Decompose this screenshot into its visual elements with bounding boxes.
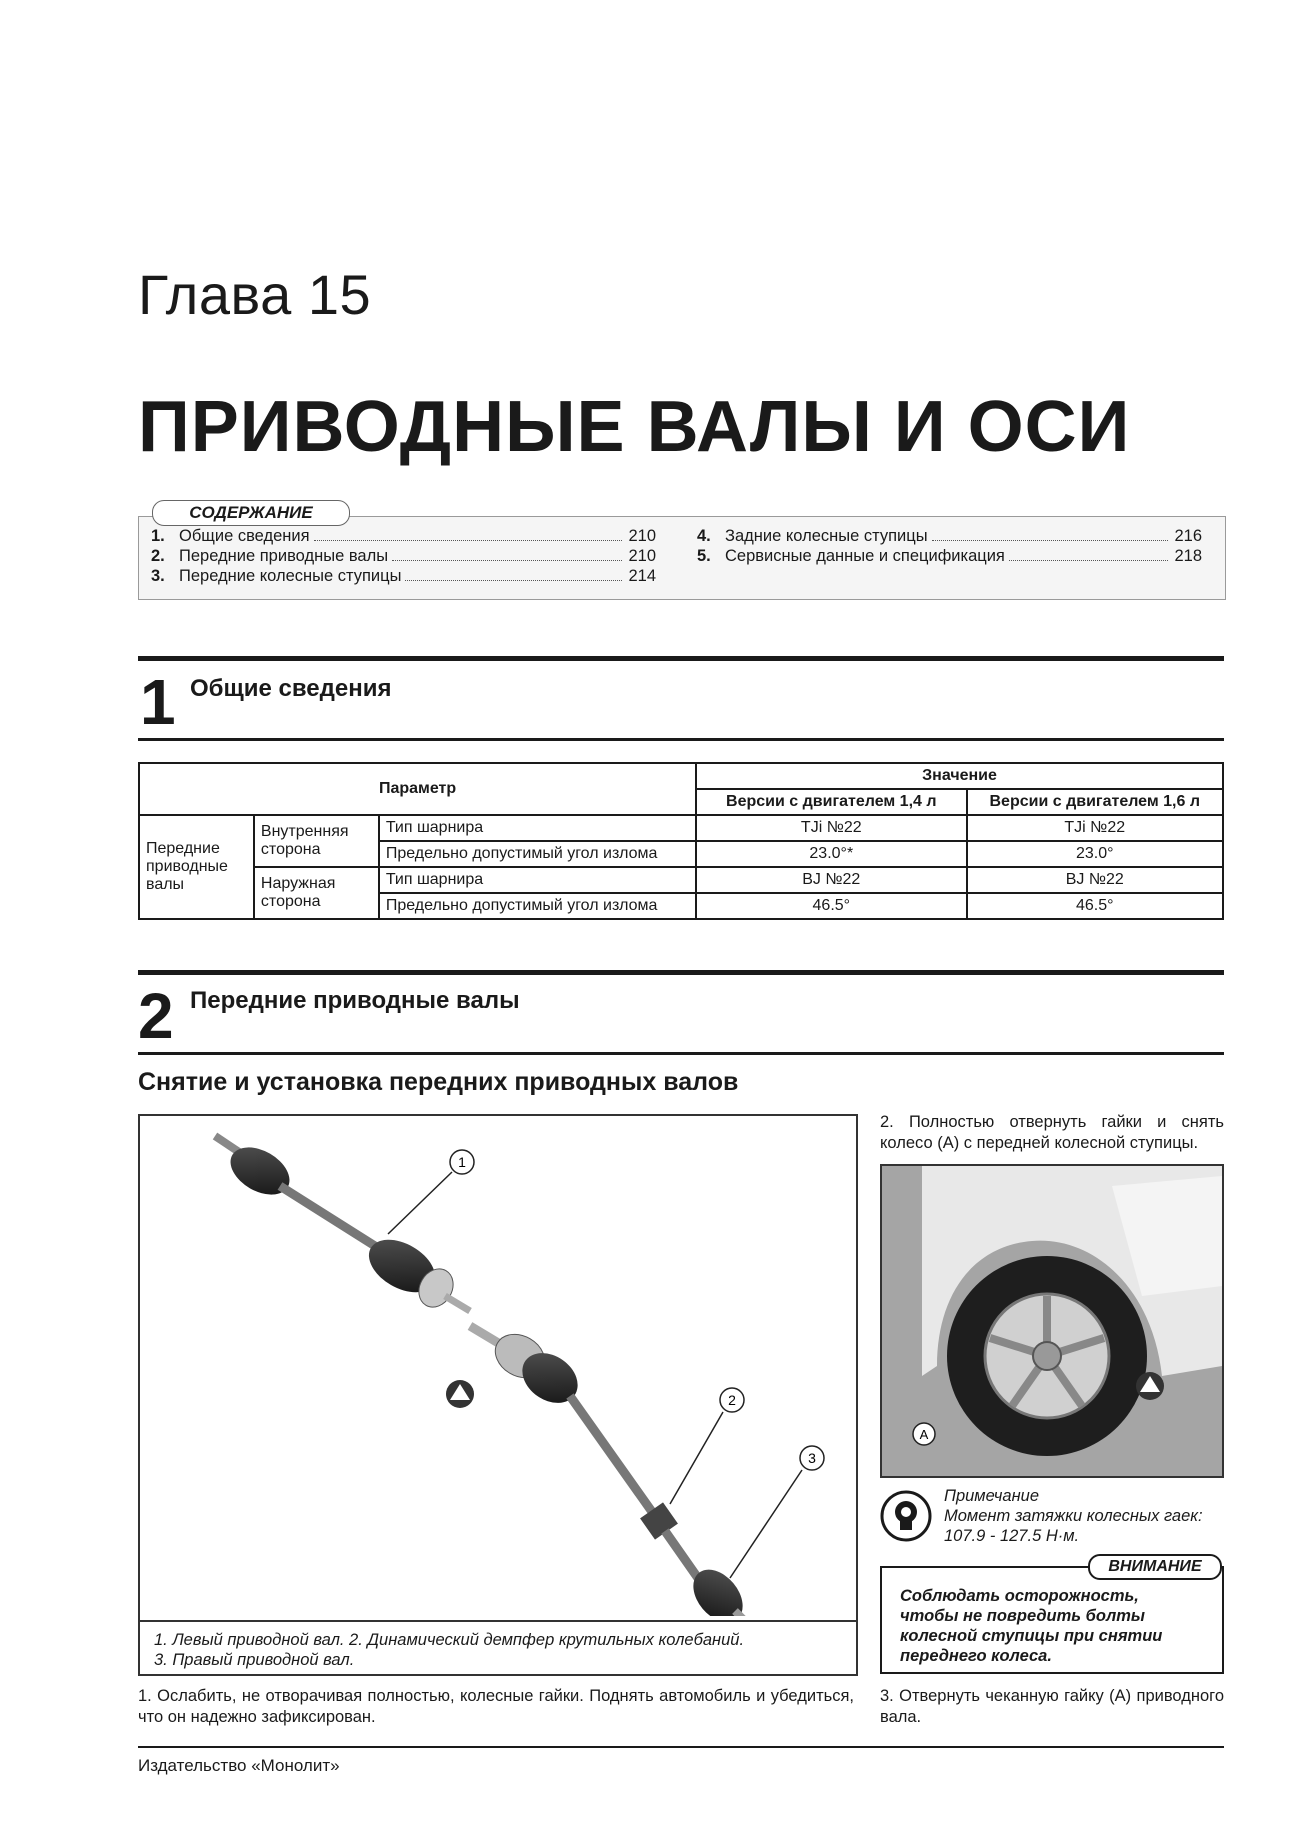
wheel-photo [880,1164,1224,1478]
callout-1 [388,1150,474,1234]
chapter-label: Глава 15 [138,263,372,326]
value-cell: TJi №22 [967,815,1224,841]
photo-label-a: A [919,1427,929,1442]
warning-text: Соблюдать осторожность, чтобы не повредить болты колесной ступицы при снятии переднего колеса. [900,1587,1163,1665]
inner-side-cell: Внутренняя сторона [254,815,379,867]
contents-item[interactable] [151,527,656,547]
lightbulb-icon [880,1490,932,1542]
col-1-6-header: Версии с двигателем 1,6 л [967,789,1224,815]
contents-item[interactable] [697,527,1202,547]
contents-item-number: 3. [151,567,165,585]
dot-leader [1009,560,1168,561]
section-rule [138,1052,1224,1055]
contents-item-page: 218 [1174,547,1202,565]
value-cell: 46.5° [696,893,966,919]
contents-label: СОДЕРЖАНИЕ [152,500,350,526]
contents-item-page: 210 [628,527,656,545]
param-cell: Предельно допустимый угол излома [379,893,696,919]
contents-item-title: Общие сведения [179,527,310,545]
contents-right-column [697,527,1202,567]
outer-side-cell: Наружная сторона [254,867,379,919]
contents-item-number: 5. [697,547,711,565]
contents-item-title: Сервисные данные и спецификация [725,547,1005,565]
note-block [880,1486,1224,1550]
figure-caption [154,1630,844,1670]
value-cell: 23.0°* [696,841,966,867]
dot-leader [405,580,622,581]
table-header-row [139,763,1223,789]
wheel-illustration [882,1166,1222,1476]
contents-left-column [151,527,656,587]
value-cell: 23.0° [967,841,1224,867]
contents-item-title: Передние приводные валы [179,547,389,565]
contents-item-number: 4. [697,527,711,545]
callout-3 [730,1446,824,1578]
caption-line: 1. Левый приводной вал. 2. Динамический демпфер крутильных колебаний. [154,1631,745,1649]
param-cell: Предельно допустимый угол излома [379,841,696,867]
value-cell: TJi №22 [696,815,966,841]
driveshaft-illustration [140,1116,856,1616]
section-1-title: Общие сведения [190,675,392,702]
caption-line: 3. Правый приводной вал. [154,1651,355,1669]
param-cell: Тип шарнира [379,867,696,893]
table-row [139,815,1223,841]
subsection-title: Снятие и установка передних приводных валов [138,1068,739,1096]
contents-item-number: 1. [151,527,165,545]
section-rule [138,738,1224,741]
param-cell: Тип шарнира [379,815,696,841]
publisher-footer: Издательство «Монолит» [138,1756,340,1775]
step-1-text: 1. Ослабить, не отворачивая полностью, колесные гайки. Поднять автомобиль и убедиться, что он надежно зафиксирован. [138,1687,854,1726]
step-3-text: 3. Отвернуть чеканную гайку (А) приводного вала. [880,1687,1224,1726]
value-cell: BJ №22 [967,867,1224,893]
footer-rule [138,1746,1224,1748]
publisher-mark-icon [446,1380,474,1408]
section-1-number: 1 [140,666,176,738]
note-title: Примечание [944,1487,1040,1505]
dot-leader [314,540,622,541]
col-1-4-header: Версии с двигателем 1,4 л [696,789,966,815]
contents-item-page: 216 [1174,527,1202,545]
table-row [139,867,1223,893]
dot-leader [392,560,622,561]
group-cell: Передние приводные валы [139,815,254,919]
warning-box [880,1566,1224,1674]
contents-item[interactable] [151,547,656,567]
contents-item-number: 2. [151,547,165,565]
caption-divider [140,1620,856,1622]
contents-box [138,516,1226,600]
section-rule [138,970,1224,975]
contents-item[interactable] [151,567,656,587]
note-text: Момент затяжки колесных гаек: 107.9 - 127.5 Н·м. [944,1507,1203,1545]
section-2-number: 2 [138,980,174,1052]
section-2-title: Передние приводные валы [190,987,520,1014]
step-2-text: 2. Полностью отвернуть гайки и снять колесо (А) с передней колесной ступицы. [880,1113,1224,1152]
contents-item-page: 210 [628,547,656,565]
contents-item-title: Передние колесные ступицы [179,567,402,585]
value-cell: BJ №22 [696,867,966,893]
param-header: Параметр [139,763,696,815]
figure-driveshafts [138,1114,858,1676]
svg-text:3: 3 [808,1450,816,1466]
right-driveshaft [470,1326,760,1616]
contents-item-title: Задние колесные ступицы [725,527,928,545]
value-header: Значение [696,763,1223,789]
svg-text:2: 2 [728,1392,736,1408]
callout-2 [670,1388,744,1504]
spec-table [138,762,1224,920]
dot-leader [932,540,1168,541]
section-rule [138,656,1224,661]
svg-text:1: 1 [458,1154,466,1170]
chapter-title: ПРИВОДНЫЕ ВАЛЫ И ОСИ [138,387,1131,467]
left-driveshaft [215,1136,470,1313]
contents-item[interactable] [697,547,1202,567]
warning-label: ВНИМАНИЕ [1088,1554,1222,1580]
contents-item-page: 214 [628,567,656,585]
value-cell: 46.5° [967,893,1224,919]
